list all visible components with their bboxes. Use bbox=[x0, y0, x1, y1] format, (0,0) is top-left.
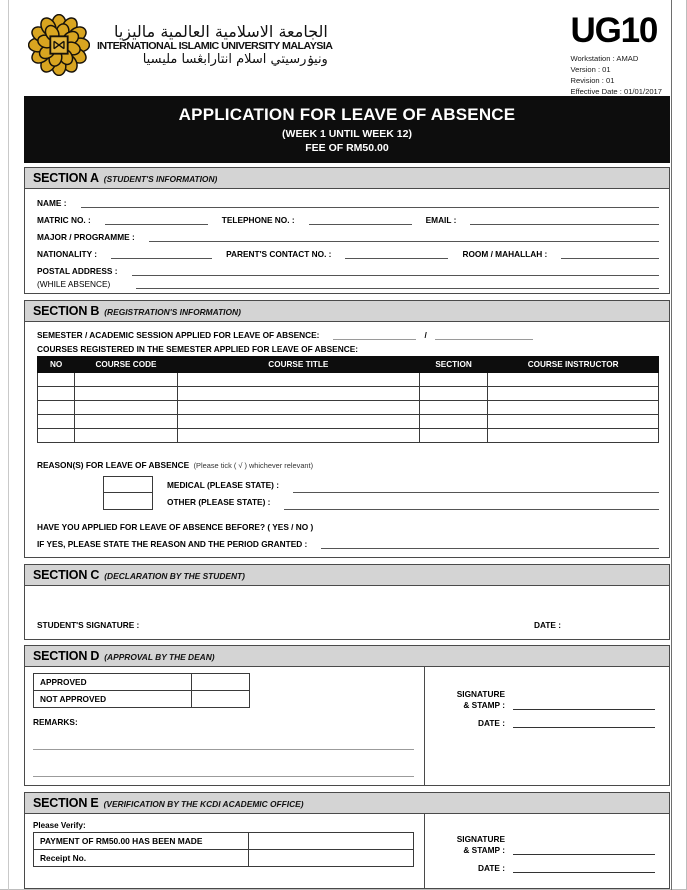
section-e-name: SECTION E bbox=[33, 796, 99, 811]
label-courses-registered: COURSES REGISTERED IN THE SEMESTER APPLIED FOR LEAVE OF ABSENCE: bbox=[37, 344, 359, 355]
cell-course-title[interactable] bbox=[177, 415, 419, 429]
section-b-subtitle: (REGISTRATION'S INFORMATION) bbox=[104, 307, 241, 318]
cell-no[interactable] bbox=[38, 387, 75, 401]
section-b-body bbox=[24, 322, 670, 558]
brand-arabic: الجامعة الاسلامية العالمية ماليزيا bbox=[113, 22, 328, 42]
row-major-programme bbox=[37, 231, 659, 242]
section-c-header bbox=[24, 564, 670, 586]
label-postal-address: POSTAL ADDRESS : bbox=[37, 266, 118, 277]
checkbox-not-approved[interactable] bbox=[192, 691, 250, 708]
input-room-mahallah[interactable] bbox=[561, 248, 659, 259]
verification-table bbox=[33, 832, 414, 867]
row-nationality-parent-room bbox=[37, 248, 659, 259]
section-e bbox=[24, 792, 670, 889]
form-title-subline-2: FEE OF RM50.00 bbox=[305, 142, 389, 155]
section-d-left bbox=[25, 667, 424, 785]
brand-english: INTERNATIONAL ISLAMIC UNIVERSITY MALAYSIA bbox=[97, 40, 333, 53]
approval-table bbox=[33, 673, 250, 708]
form-title-subline-1: (WEEK 1 UNTIL WEEK 12) bbox=[282, 128, 412, 141]
label-applied-before: HAVE YOU APPLIED FOR LEAVE OF ABSENCE BEFORE? ( YES / NO ) bbox=[37, 522, 314, 533]
label-reasons: REASON(S) FOR LEAVE OF ABSENCE bbox=[37, 460, 190, 471]
row-kcdi-signature bbox=[439, 834, 655, 855]
label-dean-signature-l2: & STAMP : bbox=[463, 699, 505, 710]
meta-revision: Revision : 01 bbox=[570, 75, 615, 85]
label-reason-other: OTHER (PLEASE STATE) : bbox=[167, 496, 271, 507]
checkbox-medical[interactable] bbox=[103, 476, 153, 493]
document-code: UG10 bbox=[570, 11, 658, 50]
input-if-yes[interactable] bbox=[321, 538, 659, 549]
label-semester-session: SEMESTER / ACADEMIC SESSION APPLIED FOR LEAVE OF ABSENCE: bbox=[37, 330, 320, 341]
label-major-programme: MAJOR / PROGRAMME : bbox=[37, 232, 135, 243]
meta-effective-date: Effective Date : 01/01/2017 bbox=[570, 86, 662, 96]
label-email: EMAIL : bbox=[425, 215, 457, 226]
input-academic-session[interactable] bbox=[435, 329, 533, 340]
input-name[interactable] bbox=[81, 197, 660, 208]
cell-course-code[interactable] bbox=[75, 415, 177, 429]
input-remarks-line-1[interactable] bbox=[33, 736, 414, 750]
input-nationality[interactable] bbox=[111, 248, 212, 259]
label-remarks: REMARKS: bbox=[33, 717, 78, 728]
cell-no[interactable] bbox=[38, 415, 75, 429]
courses-col-course-code: COURSE CODE bbox=[75, 357, 177, 373]
table-row bbox=[34, 850, 414, 867]
section-a-header bbox=[24, 167, 670, 189]
label-telephone-no: TELEPHONE NO. : bbox=[221, 215, 295, 226]
courses-col-section: SECTION bbox=[419, 357, 487, 373]
section-e-subtitle: (VERIFICATION BY THE KCDI ACADEMIC OFFICE) bbox=[103, 799, 304, 810]
label-student-date: DATE : bbox=[533, 620, 561, 631]
input-receipt-no[interactable] bbox=[248, 850, 413, 867]
cell-section[interactable] bbox=[419, 373, 487, 387]
label-dean-signature bbox=[439, 689, 505, 710]
input-parents-contact-no[interactable] bbox=[345, 248, 448, 259]
checkbox-approved[interactable] bbox=[192, 674, 250, 691]
section-a bbox=[24, 167, 670, 294]
cell-section[interactable] bbox=[419, 415, 487, 429]
brand-jawi: ونيۏرسيتي اسلام انتارابڠسا مليسيا bbox=[142, 51, 328, 67]
table-row bbox=[38, 401, 659, 415]
label-kcdi-signature bbox=[439, 834, 505, 855]
reasons-title-row bbox=[37, 455, 659, 473]
input-remarks-line-2[interactable] bbox=[33, 763, 414, 777]
iium-mandala-logo-icon bbox=[28, 14, 90, 76]
section-a-body bbox=[24, 189, 670, 294]
semester-separator: / bbox=[424, 330, 427, 341]
label-kcdi-signature-l1: SIGNATURE bbox=[456, 834, 505, 845]
row-matric-tel-email bbox=[37, 214, 659, 225]
section-d bbox=[24, 645, 670, 786]
input-dean-date[interactable] bbox=[513, 717, 655, 728]
input-reason-medical[interactable] bbox=[293, 482, 659, 493]
label-kcdi-date: DATE : bbox=[477, 862, 505, 873]
label-room-mahallah: ROOM / MAHALLAH : bbox=[462, 249, 548, 260]
input-kcdi-signature[interactable] bbox=[513, 844, 655, 855]
label-approved: APPROVED bbox=[34, 674, 192, 691]
section-c bbox=[24, 564, 670, 640]
input-matric-no[interactable] bbox=[105, 214, 208, 225]
courses-col-no: NO bbox=[38, 357, 75, 373]
section-d-header bbox=[24, 645, 670, 667]
row-name bbox=[37, 197, 659, 208]
section-d-right bbox=[424, 667, 669, 785]
cell-course-code[interactable] bbox=[75, 387, 177, 401]
cell-course-instructor[interactable] bbox=[488, 387, 659, 401]
input-postal-address-line-2[interactable] bbox=[136, 278, 659, 289]
row-dean-signature bbox=[439, 689, 655, 710]
label-parents-contact-no: PARENT'S CONTACT NO. : bbox=[226, 249, 332, 260]
label-reason-medical: MEDICAL (PLEASE STATE) : bbox=[167, 479, 280, 490]
cell-course-title[interactable] bbox=[177, 373, 419, 387]
row-reason-other bbox=[37, 493, 659, 510]
courses-header-row bbox=[38, 357, 659, 373]
applied-before-block bbox=[37, 522, 659, 549]
input-dean-signature[interactable] bbox=[513, 699, 655, 710]
table-row bbox=[38, 429, 659, 443]
table-row bbox=[38, 373, 659, 387]
courses-col-course-instructor: COURSE INSTRUCTOR bbox=[488, 357, 659, 373]
input-student-signature[interactable] bbox=[139, 620, 534, 631]
label-not-approved: NOT APPROVED bbox=[34, 691, 192, 708]
table-row bbox=[38, 387, 659, 401]
label-dean-signature-l1: SIGNATURE bbox=[456, 689, 505, 700]
cell-no[interactable] bbox=[38, 401, 75, 415]
document-header bbox=[0, 0, 686, 96]
table-row bbox=[34, 691, 250, 708]
section-e-right bbox=[424, 814, 669, 888]
label-student-signature: STUDENT'S SIGNATURE : bbox=[37, 620, 140, 631]
section-c-signature-row bbox=[37, 620, 657, 631]
input-major-programme[interactable] bbox=[149, 231, 659, 242]
label-receipt-no: Receipt No. bbox=[34, 850, 249, 867]
row-semester-session bbox=[37, 329, 659, 340]
form-title-band bbox=[24, 96, 670, 163]
university-branding bbox=[28, 14, 333, 76]
document-meta bbox=[570, 11, 670, 97]
row-while-absence bbox=[37, 278, 659, 289]
cell-course-code[interactable] bbox=[75, 401, 177, 415]
cell-no[interactable] bbox=[38, 373, 75, 387]
label-name: NAME : bbox=[37, 198, 67, 209]
section-d-subtitle: (APPROVAL BY THE DEAN) bbox=[104, 652, 215, 663]
section-e-body bbox=[24, 814, 670, 889]
section-c-name: SECTION C bbox=[33, 568, 100, 583]
cell-section[interactable] bbox=[419, 429, 487, 443]
cell-no[interactable] bbox=[38, 429, 75, 443]
input-postal-address-line-1[interactable] bbox=[132, 265, 659, 276]
input-student-date[interactable] bbox=[561, 620, 657, 631]
table-row bbox=[34, 833, 414, 850]
row-if-yes bbox=[37, 538, 659, 549]
cell-course-instructor[interactable] bbox=[488, 401, 659, 415]
input-telephone-no[interactable] bbox=[309, 214, 412, 225]
label-matric-no: MATRIC NO. : bbox=[37, 215, 91, 226]
form-title: APPLICATION FOR LEAVE OF ABSENCE bbox=[178, 105, 516, 124]
label-please-verify: Please Verify: bbox=[33, 821, 86, 831]
input-email[interactable] bbox=[470, 214, 659, 225]
input-kcdi-date[interactable] bbox=[513, 862, 655, 873]
input-reason-other[interactable] bbox=[284, 499, 659, 510]
label-payment-made: PAYMENT OF RM50.00 HAS BEEN MADE bbox=[34, 833, 249, 850]
meta-version: Version : 01 bbox=[570, 65, 611, 75]
table-row bbox=[34, 674, 250, 691]
row-reason-medical bbox=[37, 476, 659, 493]
cell-course-instructor[interactable] bbox=[488, 415, 659, 429]
row-postal-address bbox=[37, 265, 659, 276]
section-c-subtitle: (DECLARATION BY THE STUDENT) bbox=[104, 571, 245, 582]
label-kcdi-signature-l2: & STAMP : bbox=[463, 844, 505, 855]
brand-text-block bbox=[97, 22, 333, 67]
label-dean-date: DATE : bbox=[477, 717, 505, 728]
section-d-body bbox=[24, 667, 670, 786]
input-semester[interactable] bbox=[333, 329, 416, 340]
cell-section[interactable] bbox=[419, 387, 487, 401]
label-while-absence: (WHILE ABSENCE) bbox=[37, 279, 111, 290]
section-d-name: SECTION D bbox=[33, 649, 100, 664]
section-b-header bbox=[24, 300, 670, 322]
section-b-name: SECTION B bbox=[33, 304, 100, 319]
courses-table bbox=[37, 356, 659, 443]
reasons-note: (Please tick ( √ ) whichever relevant) bbox=[193, 461, 314, 471]
cell-course-title[interactable] bbox=[177, 401, 419, 415]
section-a-name: SECTION A bbox=[33, 171, 99, 186]
label-nationality: NATIONALITY : bbox=[37, 249, 98, 260]
checkbox-other[interactable] bbox=[103, 493, 153, 510]
cell-section[interactable] bbox=[419, 401, 487, 415]
section-b bbox=[24, 300, 670, 558]
meta-workstation: Workstation : AMAD bbox=[570, 54, 639, 64]
cell-course-code[interactable] bbox=[75, 373, 177, 387]
section-e-header bbox=[24, 792, 670, 814]
checkbox-payment-made[interactable] bbox=[248, 833, 413, 850]
reasons-block bbox=[37, 455, 659, 510]
row-kcdi-date bbox=[439, 862, 655, 873]
section-c-body bbox=[24, 586, 670, 640]
courses-col-course-title: COURSE TITLE bbox=[177, 357, 419, 373]
label-if-yes: IF YES, PLEASE STATE THE REASON AND THE PERIOD GRANTED : bbox=[37, 539, 308, 550]
section-e-left bbox=[25, 814, 424, 888]
cell-course-title[interactable] bbox=[177, 429, 419, 443]
row-dean-date bbox=[439, 717, 655, 728]
cell-course-code[interactable] bbox=[75, 429, 177, 443]
section-a-subtitle: (STUDENT'S INFORMATION) bbox=[103, 174, 218, 185]
cell-course-title[interactable] bbox=[177, 387, 419, 401]
table-row bbox=[38, 415, 659, 429]
cell-course-instructor[interactable] bbox=[488, 429, 659, 443]
cell-course-instructor[interactable] bbox=[488, 373, 659, 387]
